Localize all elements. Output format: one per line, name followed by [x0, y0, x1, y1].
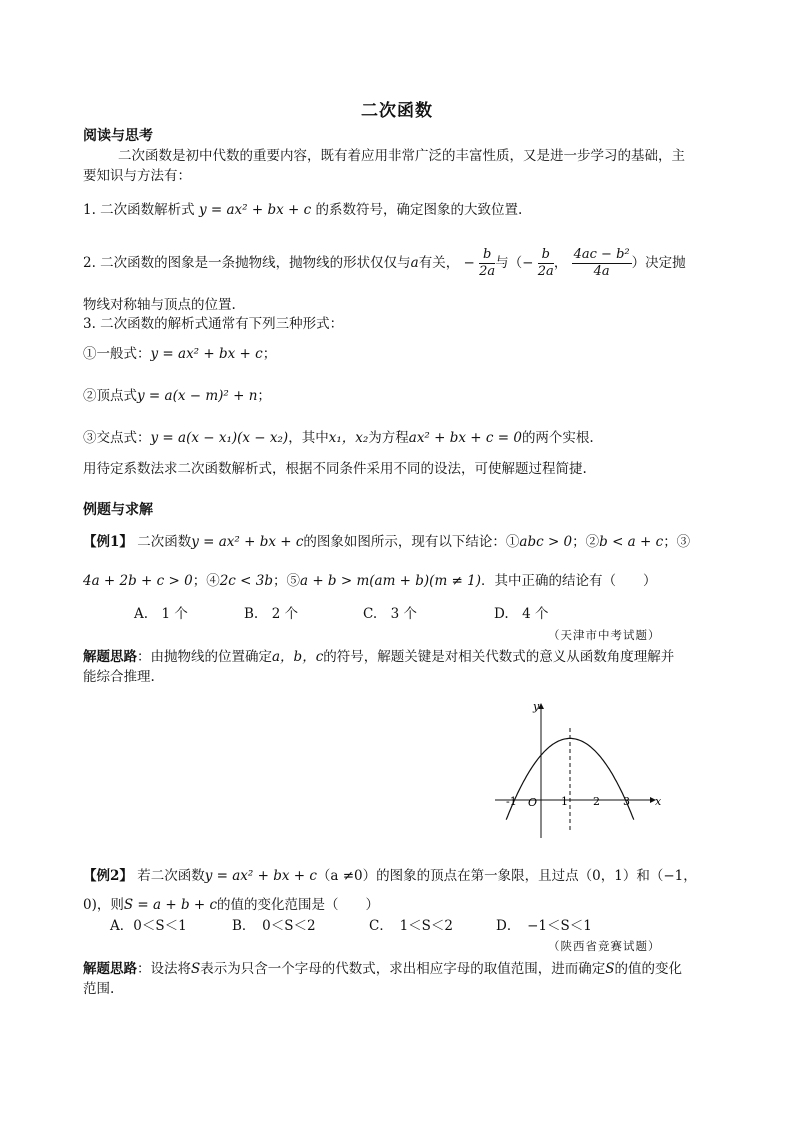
- item-1-suffix: 的系数符号，确定图象的大致位置.: [315, 202, 523, 218]
- fraction-vertex-y: [572, 247, 632, 280]
- fraction-1-denominator: 2a: [479, 264, 496, 279]
- conclusion-sep-3: ；④: [192, 573, 220, 589]
- intro-line-2: 要知识与方法有：: [83, 168, 191, 184]
- example-1-option-d: D. 4 个: [494, 606, 549, 622]
- example-2-s-formula: S = a + b + c: [123, 897, 218, 913]
- example-1-source: （天津市中考试题）: [548, 628, 661, 642]
- example-1-line-1: [83, 533, 690, 551]
- y-axis-label: y: [533, 700, 540, 713]
- example-2-line-2-suffix: 的值的变化范围是（ ）: [217, 897, 380, 913]
- fraction-3-numerator: 4ac − b²: [573, 247, 630, 262]
- conclusion-3: 4a + 2b + c > 0: [83, 573, 193, 589]
- example-1-hint-vars: a，b，c: [272, 649, 324, 665]
- example-2-hint-label: 解题思路: [83, 961, 137, 977]
- example-1-hint-line-1: [83, 648, 674, 666]
- form-general-label: ①一般式：: [83, 346, 151, 362]
- form-intercept-equation: ax² + bx + c = 0: [408, 430, 522, 446]
- summary-line: 用待定系数法求二次函数解析式，根据不同条件采用不同的设法，可使解题过程简捷.: [83, 461, 587, 477]
- example-1-label: 【例1】: [83, 534, 133, 550]
- item-2-comma: ，: [553, 255, 568, 271]
- conclusion-sep-2: ；③: [663, 534, 691, 550]
- example-2-hint-end: 的值的变化: [614, 961, 682, 977]
- origin-label: O: [528, 796, 538, 809]
- section-heading-examples: 例题与求解: [83, 502, 153, 518]
- example-1-text-1: 二次函数: [137, 534, 192, 550]
- conclusion-2: b < a + c: [599, 534, 664, 550]
- example-2-hint-mid: 表示为只含一个字母的代数式，求出相应字母的取值范围，进而确定: [200, 961, 606, 977]
- example-1-formula: y = ax² + bx + c: [191, 534, 304, 550]
- fraction-vertex-x: [538, 247, 554, 280]
- section-heading-reading: 阅读与思考: [83, 128, 153, 144]
- item-2-neg-2: −: [522, 255, 534, 271]
- example-2-hint-line-1: [83, 960, 682, 978]
- example-1-option-b: B. 2 个: [244, 606, 299, 622]
- example-2-option-b: B． 0＜S＜2: [232, 918, 316, 934]
- example-2-hint-text: ：设法将: [137, 961, 191, 977]
- x-axis-label: x: [655, 795, 662, 808]
- form-general-formula: y = ax² + bx + c: [150, 346, 263, 362]
- item-2-mid: 有关，: [418, 255, 460, 271]
- example-2-option-c: C． 1＜S＜2: [369, 918, 454, 934]
- item-2-neg: −: [463, 255, 475, 271]
- conclusion-4: 2c < 3b: [219, 573, 273, 589]
- item-2-line-2: 物线对称轴与顶点的位置.: [83, 297, 236, 313]
- page-title: 二次函数: [361, 101, 433, 121]
- form-intercept-end: 的两个实根.: [521, 430, 594, 446]
- item-2: [83, 243, 686, 283]
- item-3: 3. 二次函数的解析式通常有下列三种形式：: [83, 316, 344, 332]
- form-vertex: [83, 387, 271, 405]
- example-1-line-2: [83, 572, 657, 590]
- item-1-formula: y = ax² + bx + c: [198, 202, 312, 218]
- example-1-hint-line-2: 能综合推理.: [83, 669, 155, 685]
- example-1-hint-label: 解题思路: [83, 649, 137, 665]
- item-2-suffix: ）决定抛: [631, 255, 686, 271]
- tick-label-3: 3: [623, 795, 630, 808]
- example-2-label: 【例2】: [83, 868, 133, 884]
- parabola-graph: [495, 698, 665, 843]
- example-2-text-2: 的图象的顶点在第一象限，且过点（0，1）和（−1，: [376, 868, 697, 884]
- example-2-hint-var-2: S: [605, 961, 615, 977]
- form-vertex-end: ；: [257, 388, 271, 404]
- fraction-neg-b-over-2a: [479, 247, 495, 280]
- form-vertex-formula: y = a(x − m)² + n: [137, 388, 258, 404]
- form-intercept-mid: ，其中: [288, 430, 329, 446]
- item-2-var-a: a: [410, 255, 419, 271]
- conclusion-sep-4: ；⑤: [272, 573, 300, 589]
- item-1: [83, 201, 522, 219]
- example-1-hint-text: ：由抛物线的位置确定: [137, 649, 272, 665]
- example-1-hint-rest: 的符号，解题关键是对相关代数式的意义从函数角度理解并: [323, 649, 675, 665]
- example-1-option-c: C. 3 个: [363, 606, 418, 622]
- example-2-formula: y = ax² + bx + c: [204, 868, 317, 884]
- example-1-text-2: 的图象如图所示，现有以下结论：①: [303, 534, 520, 550]
- item-2-prefix: 2. 二次函数的图象是一条抛物线，抛物线的形状仅仅与: [83, 255, 411, 271]
- form-intercept-label: ③交点式：: [83, 430, 151, 446]
- example-2-condition: （a ≠0）: [316, 868, 377, 884]
- fraction-1-numerator: b: [479, 247, 495, 264]
- intro-line-1: 二次函数是初中代数的重要内容，既有着应用非常广泛的丰富性质，又是进一步学习的基础，主: [118, 148, 685, 164]
- fraction-3-denominator: 4a: [593, 264, 610, 279]
- example-2-source: （陕西省竞赛试题）: [548, 939, 661, 953]
- form-vertex-label: ②顶点式: [83, 388, 137, 404]
- example-2-text-1: 若二次函数: [137, 868, 205, 884]
- fraction-2-denominator: 2a: [537, 264, 554, 279]
- fraction-2-numerator: b: [538, 247, 554, 264]
- form-intercept-mid2: 为方程: [368, 430, 409, 446]
- example-2-line-2-prefix: 0)，则: [83, 897, 124, 913]
- example-2-option-a: A．0＜S＜1: [110, 918, 187, 934]
- tick-label-2: 2: [593, 795, 600, 808]
- example-2-hint-line-2: 范围.: [83, 981, 115, 997]
- conclusion-sep-1: ；②: [572, 534, 600, 550]
- tick-label-neg1: -1: [506, 795, 517, 808]
- conclusion-5: a + b > m(am + b)(m ≠ 1): [299, 573, 482, 589]
- example-2-option-d: D． −1＜S＜1: [496, 918, 592, 934]
- conclusion-1: abc > 0: [519, 534, 573, 550]
- form-intercept-vars: x₁，x₂: [328, 430, 369, 446]
- example-2-hint-var: S: [191, 961, 201, 977]
- item-1-prefix: 1. 二次函数解析式: [83, 202, 195, 218]
- form-intercept: [83, 429, 594, 447]
- form-intercept-formula: y = a(x − x₁)(x − x₂): [150, 430, 289, 446]
- tick-label-1: 1: [561, 795, 568, 808]
- form-general-end: ；: [262, 346, 277, 362]
- form-general: [83, 345, 276, 363]
- example-2-line-2: [83, 896, 379, 914]
- example-1-text-3: ．其中正确的结论有（ ）: [481, 573, 657, 589]
- example-1-option-a: A. 1 个: [134, 606, 188, 622]
- example-2-line-1: [83, 867, 697, 885]
- item-2-with: 与（: [495, 255, 523, 271]
